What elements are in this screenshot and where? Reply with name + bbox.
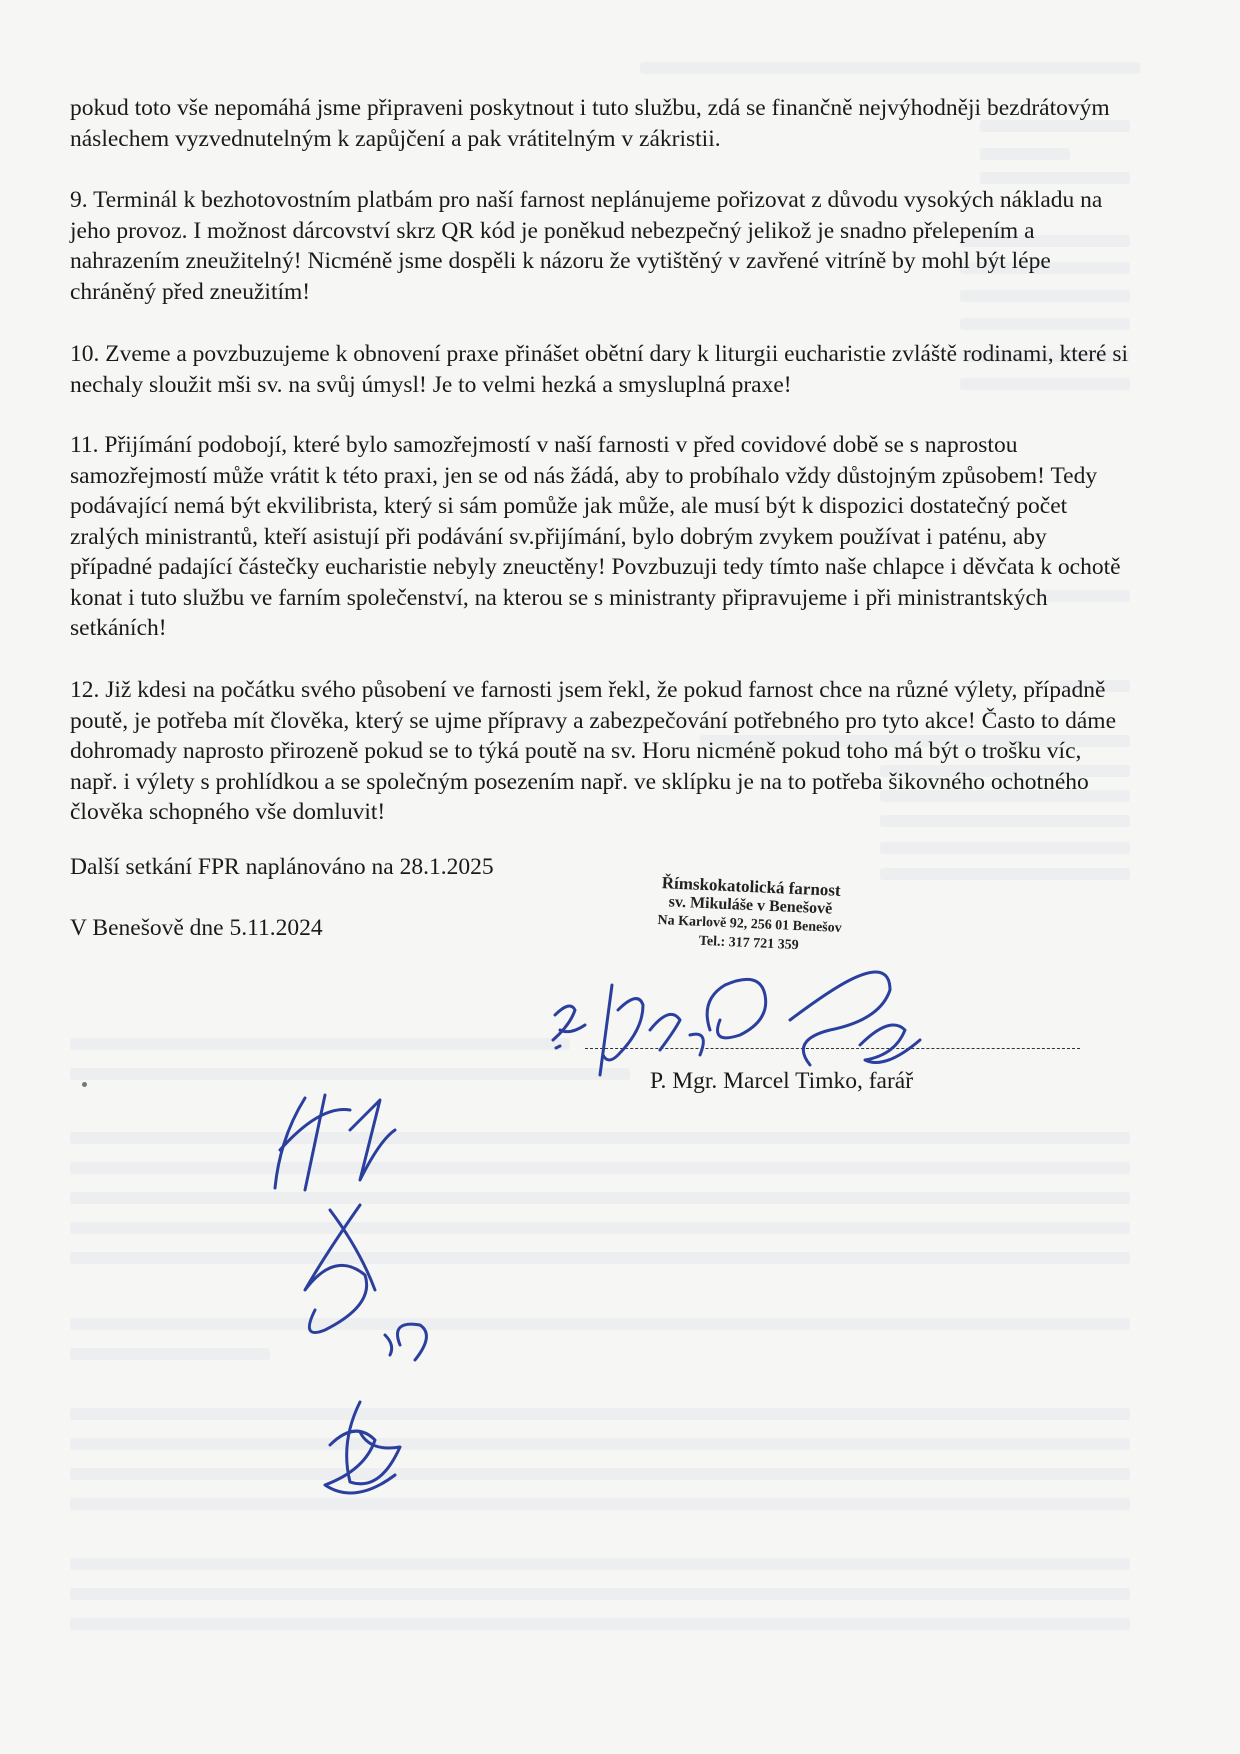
pastor-signature: [553, 972, 920, 1075]
paragraph-12-trips: 12. Již kdesi na počátku svého působení ve farnosti jsem řekl, že pokud farnost chce na různé výlety, případně poutě, je potřeba mít člověka, který se ujme přípravy a zabezpečování potřebného pro tyto akce! Často to dáme dohromady naprosto přirozeně pokud se to týká poutě na sv. Horu nicméně pokud toho má být o trošku víc, např. i výlety s prohlídkou a se společným posezením např. ve sklípku je na to potřeba šikovného ochotného člověka schopného vše domluvit!: [70, 677, 1117, 825]
place-and-date: V Benešově dne 5.11.2024: [70, 915, 323, 941]
next-meeting-note: Další setkání FPR naplánováno na 28.1.2025: [70, 854, 494, 880]
stamp-parish-name: Římskokatolická farnost: [661, 873, 842, 900]
stamp-phone: Tel.: 317 721 359: [698, 933, 799, 954]
stamp-parish-patron: sv. Mikuláše v Benešově: [668, 893, 833, 918]
signatory-name: P. Mgr. Marcel Timko, farář: [650, 1068, 914, 1094]
paragraph-9-payment-terminal: 9. Terminál k bezhotovostním platbám pro naší farnost neplánujeme pořizovat z důvodu vysokých nákladu na jeho provoz. I možnost dárcovství skrz QR kód je poněkud nebezpečný jelikož je snadno přelepením a nahrazením zneužitelný! Nicméně jsme dospěli k názoru že vytištěný v zavřené vitríně by mohl být lépe chráněný před zneužitím!: [70, 187, 1103, 305]
paragraph-11-communion: 11. Přijímání podobojí, které bylo samozřejmostí v naší farnosti v před covidové době se s naprostou samozřejmostí může vrátit k této praxi, jen se od nás žádá, aby to probíhalo vždy důstojným způsobem! Tedy podávající nemá být ekvilibrista, který si sám pomůže jak může, ale musí být k dispozici dostatečný počet zralých ministrantů, kteří asistují při podávání sv.přijímání, bylo dobrým zvykem používat i paténu, aby případné padající částečky eucharistie nebyly zneuctěny! Povzbuzuji tedy tímto naše chlapce i děvčata k ochotě konat i tuto službu ve farním společenství, na kterou se s ministranty připravujeme i při ministrantských setkáních!: [70, 432, 1121, 641]
paragraph-10-offertory: 10. Zveme a povzbuzujeme k obnovení praxe přinášet obětní dary k liturgii eucharistie zvláště rodinami, které si nechaly sloužit mši sv. na svůj úmysl! Je to velmi hezká a smysluplná praxe!: [70, 341, 1129, 398]
council-signatures: [275, 1095, 426, 1493]
stamp-address: Na Karlově 92, 256 01 Benešov: [657, 912, 842, 937]
paragraph-hearing-aid: pokud toto vše nepomáhá jsme připraveni poskytnout i tuto službu, zdá se finančně nejvýhodněji bezdrátovým náslechem vyzvednutelným k zapůjčení a pak vrátitelným v zákristii.: [70, 95, 1110, 152]
